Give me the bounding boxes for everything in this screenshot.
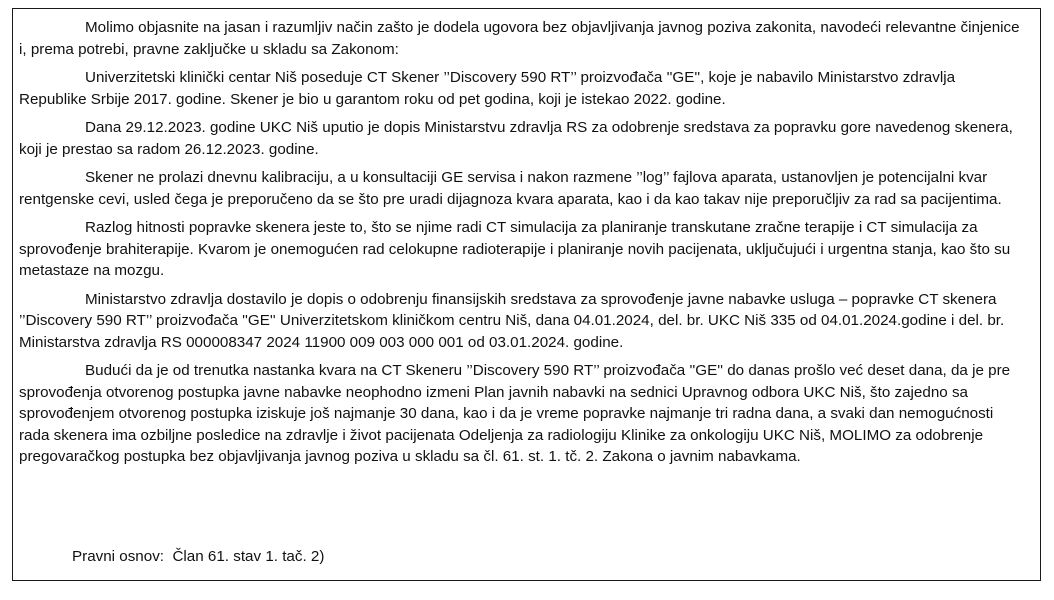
- paragraph-calibration: Skener ne prolazi dnevnu kalibraciju, a u konsultaciji GE servisa i nakon razmene ’’log’’ fajlova aparata, ustanovljen je potencijalni kvar rentgenske cevi, usled čega je preporučeno da se što pre uradi dijagnoza kvara aparata, kao i da kao takav nije preporučljiv za rad sa pacijentima.: [19, 169, 1002, 208]
- legal-basis: Pravni osnov: Član 61. stav 1. tač. 2): [72, 548, 325, 565]
- document-box: [12, 8, 1041, 581]
- paragraph-scanner-info: Univerzitetski klinički centar Niš poseduje CT Skener ’’Discovery 590 RT’’ proizvođača ''GE'', koje je nabavilo Ministarstvo zdravlja Republike Srbije 2017. godine. Skener je bio u garantom roku od pet godina, koji je istekao 2022. godine.: [19, 69, 956, 108]
- paragraph-urgency: Razlog hitnosti popravke skenera jeste to, što se njime radi CT simulacija za planiranje transkutane zračne terapije i CT simulacija za sprovođenje brahiterapije. Kvarom je onemogućen rad celokupne radioterapije i planiranje novih pacijenata, uključujući i urgentna stanja, kao što su metastaze na mozgu.: [19, 219, 1011, 279]
- paragraph-request: Molimo objasnite na jasan i razumljiv način zašto je dodela ugovora bez objavljivanja javnog poziva zakonita, navodeći relevantne činjenice i, prema potrebi, pravne zaključke u skladu sa Zakonom:: [19, 19, 1020, 58]
- paragraph-ministry-approval: Ministarstvo zdravlja dostavilo je dopis o odobrenju finansijskih sredstava za sprovođenje javne nabavke usluga – popravke CT skenera ’’Discovery 590 RT’’ proizvođača ''GE'' Univerzitetskom kliničkom centru Niš, dana 04.01.2024, del. br. UKC Niš 335 od 04.01.2024.godine i del. br. Ministarstva zdravlja RS 000008347 2024 11900 009 003 000 001 od 03.01.2024. godine.: [19, 290, 1005, 351]
- paragraph-letter-date: Dana 29.12.2023. godine UKC Niš uputio je dopis Ministarstvu zdravlja RS za odobrenje sredstava za popravku gore navedenog skenera, koji je prestao sa radom 26.12.2023. godine.: [19, 119, 1013, 158]
- paragraph-request-procedure: Budući da je od trenutka nastanka kvara na CT Skeneru ’’Discovery 590 RT’’ proizvođača ''GE'' do danas prošlo već deset dana, da je pre sprovođenja otvorenog postupka javne nabavke neophodno izmeni Plan javnih nabavki na sednici Upravnog odbora UKC Niš, što zajedno sa sprovođenjem otvorenog postupka iziskuje još najmanje 30 dana, kao i da je vreme popravke najmanje tri radna dana, a svaki dan nemogućnosti rada skenera ima ozbiljne posledice na zdravlje i život pacijenata Odeljenja za radiologiju Klinike za onkologiju UKC Niš, MOLIMO za odobrenje pregovaračkog postupka bez objavljivanja javnog poziva u skladu sa čl. 61. st. 1. tč. 2. Zakona o javnim nabavkama.: [19, 362, 1011, 465]
